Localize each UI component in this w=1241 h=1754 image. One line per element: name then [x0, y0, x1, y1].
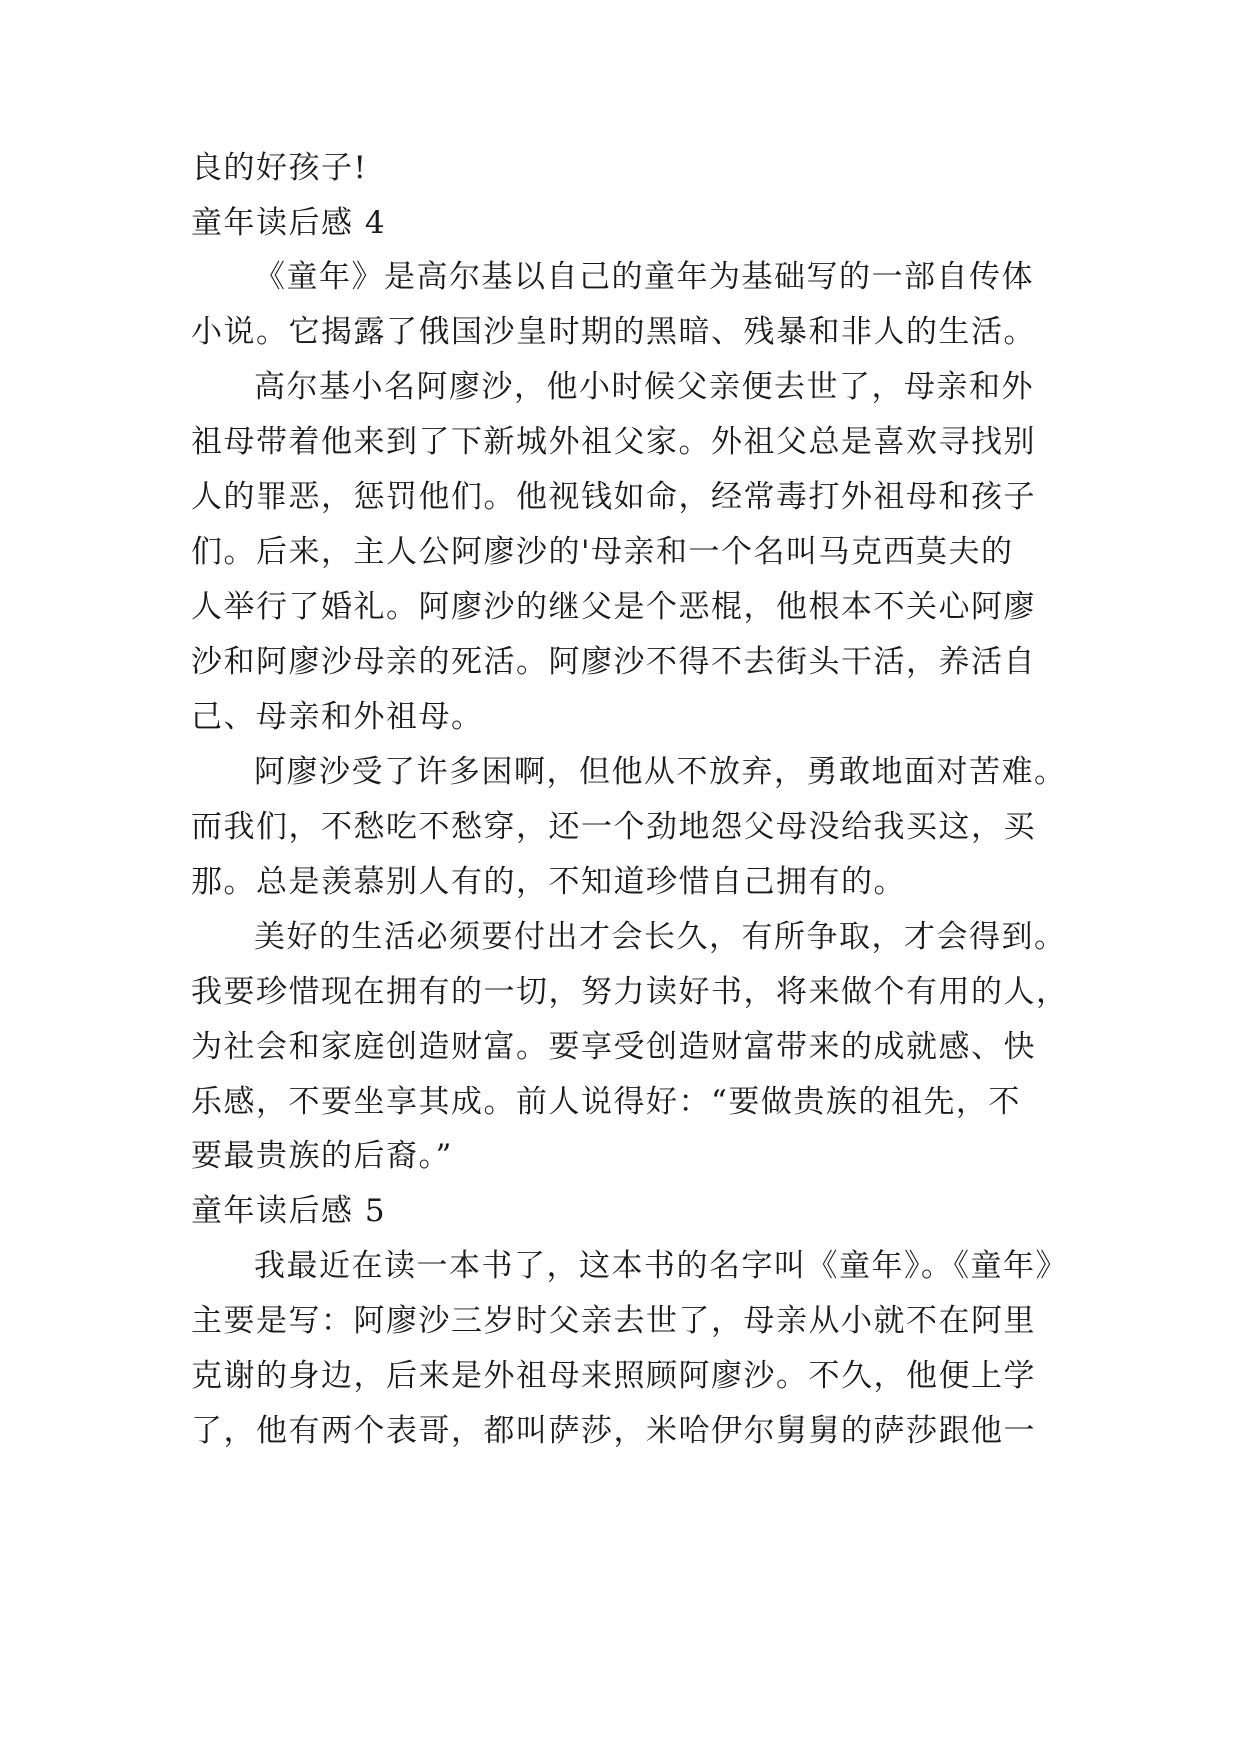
text-line: 要最贵族的后裔。”: [191, 1138, 453, 1174]
paragraph-first-line: 美好的生活必须要付出才会长久，有所争取，才会得到。: [254, 919, 1067, 955]
section-heading: 童年读后感 4: [191, 205, 387, 241]
section-heading: 童年读后感 5: [191, 1193, 387, 1229]
text-line: 良的好孩子!: [191, 150, 368, 186]
text-line: 为社会和家庭创造财富。要享受创造财富带来的成就感、快: [191, 1029, 1036, 1065]
paragraph-first-line: 我最近在读一本书了，这本书的名字叫《童年》。《童年》: [254, 1248, 1068, 1284]
paragraph-first-line: 阿廖沙受了许多困啊，但他从不放弃，勇敢地面对苦难。: [254, 754, 1067, 790]
text-line: 我要珍惜现在拥有的一切，努力读好书，将来做个有用的人，: [191, 974, 1069, 1010]
text-line: 们。后来，主人公阿廖沙的'母亲和一个名叫马克西莫夫的: [191, 534, 1014, 570]
text-line: 己、母亲和外祖母。: [191, 699, 484, 735]
text-line: 主要是写：阿廖沙三岁时父亲去世了，母亲从小就不在阿里: [191, 1303, 1036, 1339]
text-line: 沙和阿廖沙母亲的死活。阿廖沙不得不去街头干活，养活自: [191, 644, 1036, 680]
paragraph-first-line: 《童年》是高尔基以自己的童年为基础写的一部自传体: [254, 259, 1034, 295]
text-line: 了，他有两个表哥，都叫萨莎，米哈伊尔舅舅的萨莎跟他一: [191, 1413, 1036, 1449]
text-line: 乐感，不要坐享其成。前人说得好：“要做贵族的祖先，不: [191, 1084, 1021, 1120]
text-line: 小说。它揭露了俄国沙皇时期的黑暗、残暴和非人的生活。: [191, 314, 1036, 350]
paragraph-first-line: 高尔基小名阿廖沙，他小时候父亲便去世了，母亲和外: [254, 369, 1034, 405]
text-line: 克谢的身边，后来是外祖母来照顾阿廖沙。不久，他便上学: [191, 1358, 1036, 1394]
text-line: 人的罪恶，惩罚他们。他视钱如命，经常毒打外祖母和孩子: [191, 479, 1036, 515]
text-line: 而我们，不愁吃不愁穿，还一个劲地怨父母没给我买这，买: [191, 809, 1036, 845]
text-line: 人举行了婚礼。阿廖沙的继父是个恶棍，他根本不关心阿廖: [191, 589, 1036, 625]
text-line: 那。总是羡慕别人有的，不知道珍惜自己拥有的。: [191, 864, 906, 900]
text-line: 祖母带着他来到了下新城外祖父家。外祖父总是喜欢寻找别: [191, 424, 1036, 460]
